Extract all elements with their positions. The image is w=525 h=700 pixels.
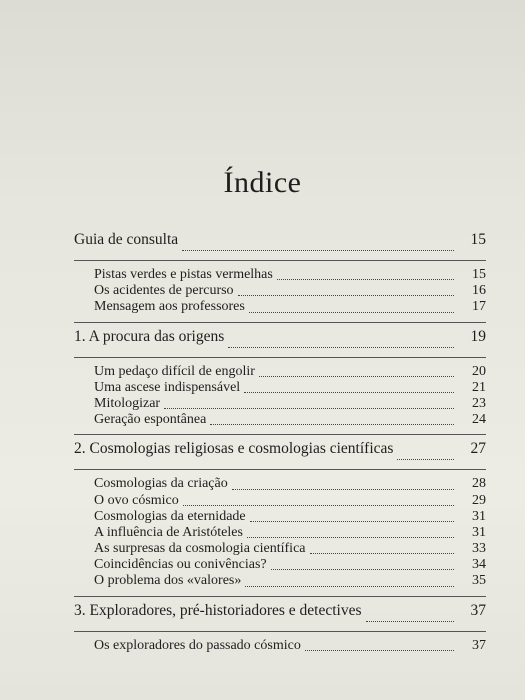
toc-entry-title: O problema dos «valores» bbox=[94, 573, 242, 589]
toc-chapter-title: 2. Cosmologias religiosas e cosmologias científicas bbox=[74, 440, 394, 458]
toc-entry-page-number: 37 bbox=[472, 637, 486, 653]
toc-entry-title: Cosmologias da eternidade bbox=[94, 508, 246, 524]
toc-entry-page-number: 21 bbox=[472, 379, 486, 395]
toc-entry bbox=[74, 493, 486, 509]
toc-entry-title: Geração espontânea bbox=[94, 412, 207, 428]
section-rule bbox=[74, 322, 486, 323]
toc-entry-title: A influência de Aristóteles bbox=[94, 524, 243, 540]
toc-entry bbox=[74, 509, 486, 525]
toc-entry-title: Coincidências ou conivências? bbox=[94, 557, 267, 573]
toc-entry-page-number: 28 bbox=[472, 476, 486, 492]
dot-leader bbox=[366, 621, 454, 622]
toc-entry-page-number: 15 bbox=[472, 267, 486, 282]
dot-leader bbox=[250, 521, 454, 522]
toc-entry-page-number: 31 bbox=[472, 508, 486, 524]
chapter-rule bbox=[74, 260, 486, 261]
toc-chapter-page-number: 37 bbox=[470, 601, 486, 619]
toc-entry-title: Mitologizar bbox=[94, 395, 161, 411]
toc-entry-title: Cosmologias da criação bbox=[94, 476, 228, 492]
dot-leader bbox=[238, 295, 454, 296]
toc-chapter bbox=[74, 232, 486, 254]
page-title: Índice bbox=[223, 166, 302, 199]
toc-entry-title: Os acidentes de percurso bbox=[94, 283, 234, 299]
section-rule bbox=[74, 596, 486, 597]
toc-entry-page-number: 17 bbox=[472, 299, 486, 315]
toc-entry bbox=[74, 364, 486, 380]
toc-entry bbox=[74, 476, 486, 492]
chapter-rule bbox=[74, 357, 486, 358]
toc-entry bbox=[74, 380, 486, 396]
toc-entry bbox=[74, 638, 486, 654]
dot-leader bbox=[182, 250, 454, 251]
dot-leader bbox=[164, 408, 454, 409]
chapter-rule bbox=[74, 469, 486, 470]
dot-leader bbox=[305, 650, 454, 651]
toc-entry bbox=[74, 557, 486, 573]
dot-leader bbox=[245, 586, 454, 587]
dot-leader bbox=[228, 347, 454, 348]
toc-entry bbox=[74, 396, 486, 412]
dot-leader bbox=[210, 424, 454, 425]
toc-chapter-title: 1. A procura das origens bbox=[74, 327, 225, 345]
toc-entry-title: Uma ascese indispensável bbox=[94, 379, 241, 395]
toc-entry-title: Pistas verdes e pistas vermelhas bbox=[94, 267, 273, 282]
bleed-through-text bbox=[300, 0, 525, 160]
toc-entry bbox=[74, 299, 486, 315]
dot-leader bbox=[244, 392, 454, 393]
toc-entry bbox=[74, 412, 486, 428]
toc-entry-page-number: 31 bbox=[472, 524, 486, 540]
toc-entry-title: O ovo cósmico bbox=[94, 492, 179, 508]
toc-chapter-page-number: 27 bbox=[470, 440, 486, 458]
dot-leader bbox=[271, 569, 454, 570]
toc-entry-page-number: 29 bbox=[472, 492, 486, 508]
toc-entry-title: Os exploradores do passado cósmico bbox=[94, 637, 301, 653]
toc-entry bbox=[74, 267, 486, 283]
dot-leader bbox=[247, 537, 454, 538]
section-rule bbox=[74, 434, 486, 435]
dot-leader bbox=[183, 505, 454, 506]
dot-leader bbox=[232, 489, 454, 490]
toc-chapter bbox=[74, 603, 486, 625]
toc-entry-page-number: 24 bbox=[472, 412, 486, 428]
table-of-contents bbox=[74, 232, 486, 654]
toc-entry bbox=[74, 541, 486, 557]
dot-leader bbox=[277, 279, 454, 280]
toc-entry-page-number: 35 bbox=[472, 573, 486, 589]
toc-chapter-page-number: 15 bbox=[470, 231, 486, 248]
toc-entry bbox=[74, 283, 486, 299]
chapter-rule bbox=[74, 631, 486, 632]
toc-entry-page-number: 23 bbox=[472, 395, 486, 411]
toc-entry-title: Mensagem aos professores bbox=[94, 299, 245, 315]
toc-chapter-title: 3. Exploradores, pré-historiadores e detectives bbox=[74, 601, 362, 619]
toc-entry-page-number: 33 bbox=[472, 541, 486, 557]
toc-entry-page-number: 34 bbox=[472, 557, 486, 573]
toc-chapter-page-number: 19 bbox=[470, 327, 486, 345]
toc-entry-page-number: 20 bbox=[472, 363, 486, 379]
toc-chapter-title: Guia de consulta bbox=[74, 231, 179, 248]
toc-entry bbox=[74, 525, 486, 541]
toc-entry bbox=[74, 573, 486, 589]
toc-entry-page-number: 16 bbox=[472, 283, 486, 299]
toc-entry-title: Um pedaço difícil de engolir bbox=[94, 363, 255, 379]
dot-leader bbox=[259, 376, 454, 377]
toc-chapter bbox=[74, 329, 486, 351]
toc-chapter bbox=[74, 441, 486, 463]
toc-entry-title: As surpresas da cosmologia científica bbox=[94, 541, 306, 557]
dot-leader bbox=[310, 553, 455, 554]
dot-leader bbox=[397, 459, 454, 460]
dot-leader bbox=[249, 312, 454, 313]
